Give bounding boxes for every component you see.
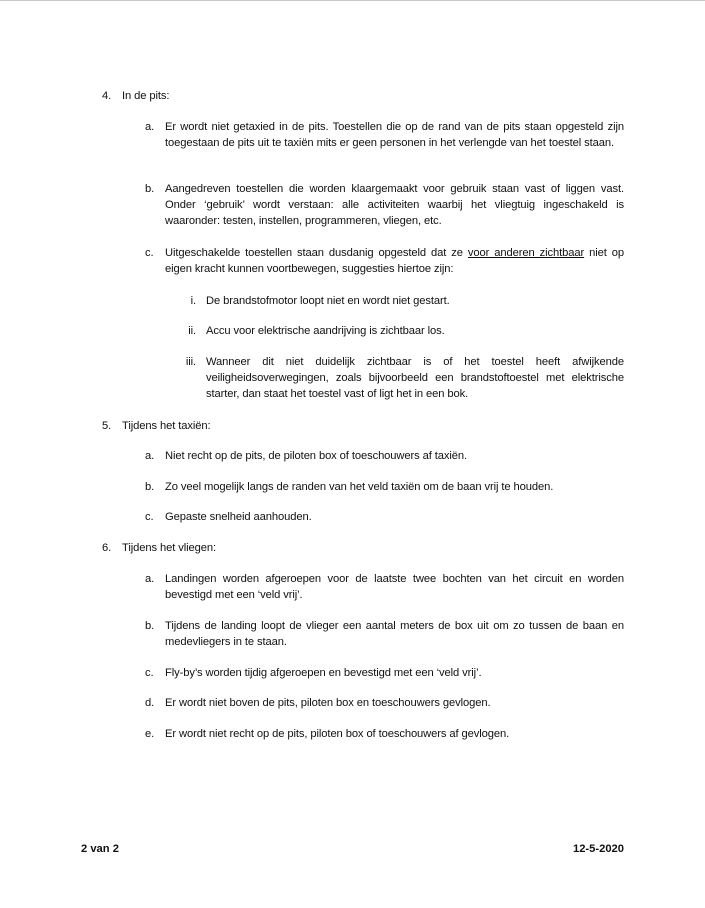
list-item-text: Aangedreven toestellen die worden klaargemaakt voor gebruik staan vast of liggen vast. Onder ‘gebruik’ wordt verstaan: alle activiteiten waarbij het vliegtuig ingeschakeld is waaronder: testen, instellen, programmeren, vliegen, etc. [165, 183, 624, 227]
section-title: Tijdens het taxiën: [122, 420, 211, 432]
list-item [145, 571, 624, 603]
section-title: In de pits: [122, 90, 170, 102]
list-item-text: Accu voor elektrische aandrijving is zichtbaar los. [206, 325, 445, 337]
section-number: 6. [102, 542, 112, 554]
list-item [145, 181, 624, 229]
list-item-text: Gepaste snelheid aanhouden. [165, 511, 312, 523]
list-marker: b. [145, 481, 155, 493]
section-title: Tijdens het vliegen: [122, 542, 216, 554]
list-item-text: Landingen worden afgeroepen voor de laatste twee bochten van het circuit en worden bevestigd met een ‘veld vrij’. [165, 573, 624, 601]
list-item-text: De brandstofmotor loopt niet en wordt niet gestart. [206, 295, 450, 307]
list-item-text: Tijdens de landing loopt de vlieger een aantal meters de box uit om zo tussen de baan en medevliegers in te staan. [165, 620, 624, 648]
list-item [145, 695, 624, 711]
list-marker: c. [145, 667, 154, 679]
footer-page-number: 2 van 2 [81, 843, 119, 855]
sub-list-item [180, 323, 624, 339]
list-marker: c. [145, 247, 154, 259]
list-item [145, 245, 624, 277]
list-marker: a. [145, 573, 155, 585]
list-marker: ii. [188, 325, 196, 337]
underlined-text: voor anderen zichtbaar [467, 247, 585, 259]
list-item-text [165, 245, 624, 277]
list-item [145, 448, 624, 464]
list-item-text: Fly-by’s worden tijdig afgeroepen en bevestigd met een ‘veld vrij’. [165, 667, 482, 679]
list-marker: d. [145, 697, 155, 709]
list-item-text: Zo veel mogelijk langs de randen van het veld taxiën om de baan vrij te houden. [165, 481, 554, 493]
list-item-text: Wanneer dit niet duidelijk zichtbaar is of het toestel heeft afwijkende veiligheidsoverwegingen, zoals bijvoorbeeld een brandstoftoestel met elektrische starter, dan staat het toestel vast of ligt het in een bok. [206, 356, 624, 400]
list-item [145, 509, 624, 525]
list-marker: c. [145, 511, 154, 523]
text-segment: niet op eigen kracht kunnen voortbewegen, suggesties hiertoe zijn: [165, 247, 625, 275]
list-marker: e. [145, 728, 155, 740]
list-item [145, 119, 624, 151]
list-item-text: Er wordt niet getaxied in de pits. Toestellen die op de rand van de pits staan opgesteld zijn toegestaan de pits uit te taxiën mits er geen personen in het verlengde van het toestel staan. [165, 121, 624, 149]
list-marker: iii. [185, 356, 196, 368]
section-number: 5. [102, 420, 112, 432]
sub-list-item [180, 354, 624, 402]
list-marker: a. [145, 450, 155, 462]
sub-list-item [180, 293, 624, 309]
list-item [145, 726, 624, 742]
list-item-text: Er wordt niet boven de pits, piloten box en toeschouwers gevlogen. [165, 697, 491, 709]
list-marker: b. [145, 620, 155, 632]
list-item [145, 479, 624, 495]
text-segment: Uitgeschakelde toestellen staan dusdanig opgesteld dat ze [165, 247, 468, 259]
list-item-text: Niet recht op de pits, de piloten box of toeschouwers af taxiën. [165, 450, 468, 462]
section-number: 4. [102, 90, 112, 102]
list-item [145, 618, 624, 650]
list-marker: i. [190, 295, 196, 307]
footer-date: 12-5-2020 [572, 843, 624, 855]
list-marker: b. [145, 183, 155, 195]
list-marker: a. [145, 121, 155, 133]
list-item-text: Er wordt niet recht op de pits, piloten box of toeschouwers af gevlogen. [165, 728, 510, 740]
list-item [145, 665, 624, 681]
